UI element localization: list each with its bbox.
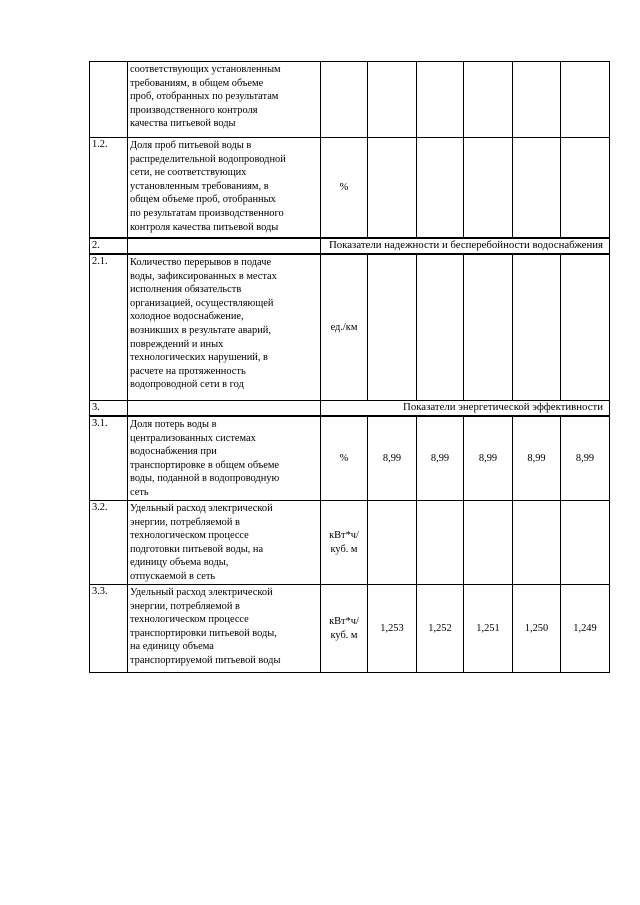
value-cell: 1,249 xyxy=(561,585,610,673)
unit-cell: % xyxy=(321,416,368,501)
unit-cell: кВт*ч/ куб. м xyxy=(321,501,368,585)
value-cell: 1,252 xyxy=(417,585,464,673)
table-row xyxy=(90,254,610,401)
row-number: 2. xyxy=(90,238,128,254)
value-cell xyxy=(368,62,417,138)
row-number: 3.2. xyxy=(90,501,128,585)
value-cell xyxy=(513,254,561,401)
indicator-description: Доля проб питьевой воды в распределительной водопроводной сети, не соответствующих установленным требованиям, в общем объеме проб, отобранных по результатам производственного контроля качества питьевой воды xyxy=(128,138,321,239)
value-cell xyxy=(464,62,513,138)
row-number: 1.2. xyxy=(90,138,128,239)
row-number: 2.1. xyxy=(90,254,128,401)
indicator-description: Доля потерь воды в централизованных системах водоснабжения при транспортировке в общем объеме воды, поданной в водопроводную сеть xyxy=(128,416,321,501)
value-cell xyxy=(513,501,561,585)
value-cell xyxy=(561,254,610,401)
indicators-table xyxy=(89,61,610,673)
value-cell xyxy=(464,138,513,239)
value-cell: 8,99 xyxy=(561,416,610,501)
table-row xyxy=(90,416,610,501)
indicator-description: Удельный расход электрической энергии, потребляемой в технологическом процессе подготовки питьевой воды, на единицу объема воды, отпускаемой в сеть xyxy=(128,501,321,585)
section-row xyxy=(90,401,610,417)
row-number: 3.1. xyxy=(90,416,128,501)
table-body xyxy=(90,62,610,673)
table-row xyxy=(90,138,610,239)
value-cell xyxy=(561,138,610,239)
table-row xyxy=(90,585,610,673)
row-number xyxy=(90,62,128,138)
value-cell xyxy=(464,254,513,401)
value-cell xyxy=(417,138,464,239)
value-cell xyxy=(417,254,464,401)
section-title: Показатели надежности и бесперебойности водоснабжения xyxy=(321,238,610,254)
row-number: 3. xyxy=(90,401,128,417)
table-row xyxy=(90,62,610,138)
value-cell: 1,253 xyxy=(368,585,417,673)
table-row xyxy=(90,501,610,585)
value-cell xyxy=(417,62,464,138)
value-cell xyxy=(561,62,610,138)
value-cell: 1,251 xyxy=(464,585,513,673)
indicator-description: Количество перерывов в подаче воды, зафиксированных в местах исполнения обязательств организацией, осуществляющей холодное водоснабжение, возникших в результате аварий, повреждений и иных технологических нарушений, в расчете на протяженность водопроводной сети в год xyxy=(128,254,321,401)
unit-cell: ед./км xyxy=(321,254,368,401)
section-row xyxy=(90,238,610,254)
unit-cell xyxy=(321,62,368,138)
value-cell xyxy=(368,254,417,401)
value-cell xyxy=(513,138,561,239)
empty-cell xyxy=(128,238,321,254)
row-number: 3.3. xyxy=(90,585,128,673)
unit-cell: % xyxy=(321,138,368,239)
indicator-description: Удельный расход электрической энергии, потребляемой в технологическом процессе транспортировки питьевой воды, на единицу объема транспортируемой питьевой воды xyxy=(128,585,321,673)
value-cell: 1,250 xyxy=(513,585,561,673)
value-cell xyxy=(561,501,610,585)
value-cell: 8,99 xyxy=(368,416,417,501)
empty-cell xyxy=(128,401,321,417)
indicator-description: соответствующих установленным требованиям, в общем объеме проб, отобранных по результатам производственного контроля качества питьевой воды xyxy=(128,62,321,138)
document-page xyxy=(89,61,610,673)
value-cell: 8,99 xyxy=(464,416,513,501)
value-cell xyxy=(368,501,417,585)
value-cell xyxy=(417,501,464,585)
value-cell xyxy=(464,501,513,585)
unit-cell: кВт*ч/ куб. м xyxy=(321,585,368,673)
value-cell xyxy=(513,62,561,138)
value-cell: 8,99 xyxy=(417,416,464,501)
section-title: Показатели энергетической эффективности xyxy=(321,401,610,417)
value-cell xyxy=(368,138,417,239)
value-cell: 8,99 xyxy=(513,416,561,501)
